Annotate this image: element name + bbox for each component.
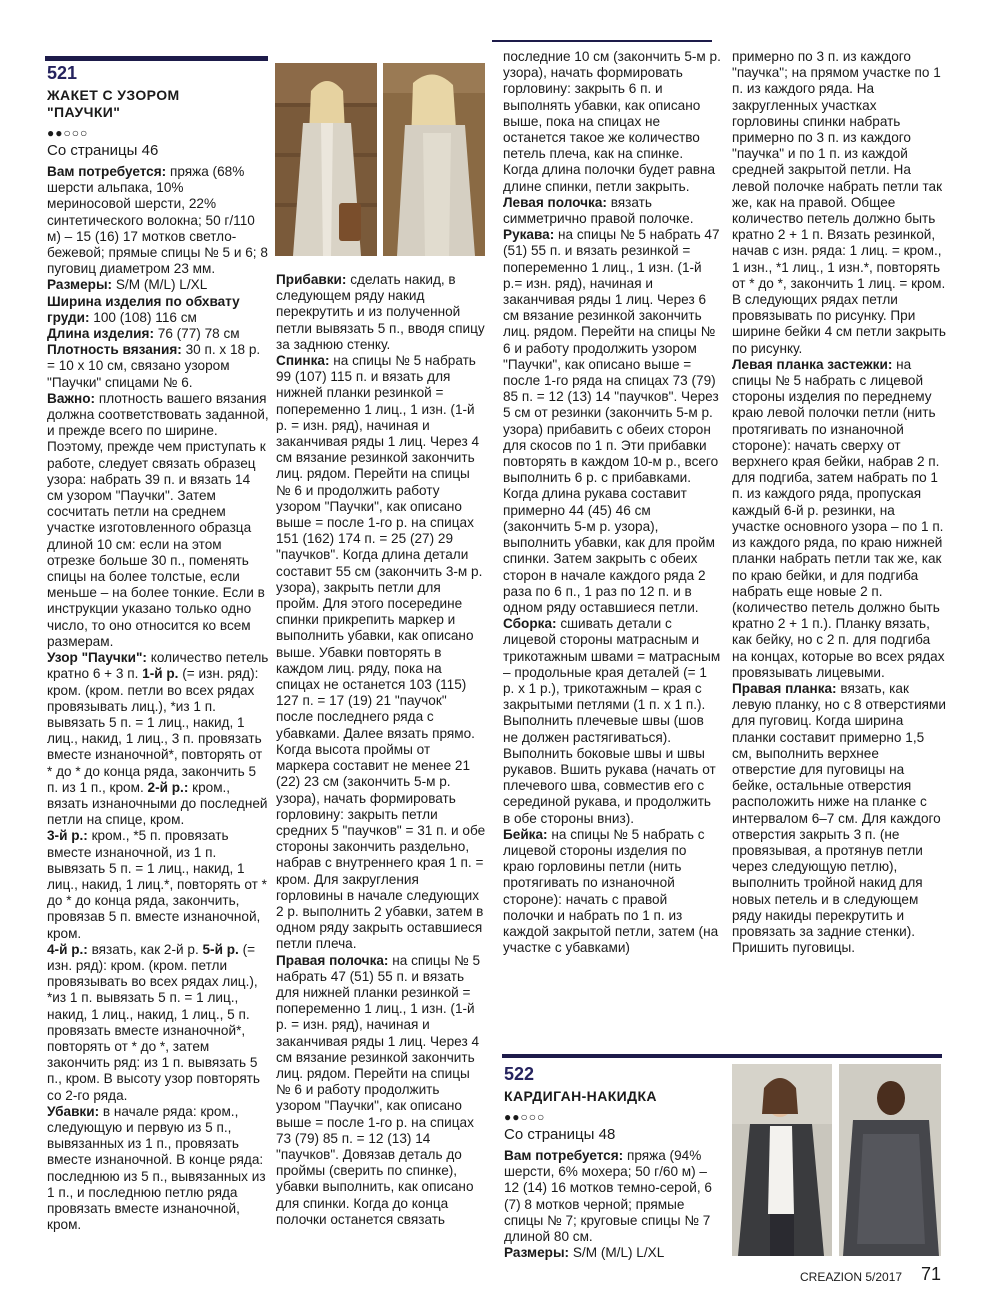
materials-522 [504, 1148, 722, 1261]
pattern-paragraph [47, 650, 269, 828]
pattern-title-522: КАРДИГАН-НАКИДКА [504, 1088, 657, 1104]
row5-text: (= изн. ряд): кром. (кром. петли провязывать во всех рядах лиц.), *из 1 п. вывязать 5 п. = 1 лиц., накид, 1 лиц., накид, 1 лиц., 5 п. провязать вместе изнаночной*, повторять от * до *, затем закончить ряд: из 1 п. вывязать 5 п., кром. В высоту узор повторять со 2-го ряда. [47, 941, 260, 1103]
back-text: на спицы № 5 набрать 99 (107) 115 п. и вязать для нижней планки резинкой = попеременно 1 лиц., 1 изн. (1-й р. = изн. ряд), начиная и заканчивая ряды 1 лиц. Через 4 см вязание резинкой закончить лиц. рядом. Перейти на спицы № 6 и продолжить работу узором "Паучки", как описано выше = после 1-го р. на спицах 151 (162) 174 п. = 25 (27) 29 "паучков". Когда длина детали составит 55 см (закончить 3-м р. узора), закрыть петли для пройм. Для этого посередине спинки прикрепить маркер и выполнить убавки, как описано выше. Убавки повторять в каждом лиц. ряду, пока на спицах не останется 103 (115) 127 п. = 17 (19) 21 "паучок" после последнего ряда с убавками. Далее вязать прямо. Когда высота проймы от маркера составит не менее 21 (22) 23 см (закончить 5-м р. узора), начать формировать горловину: закрыть петли средних 5 "паучков" = 31 п. и обе стороны закончить раздельно, набрав с внутреннего края 1 п. = кром. Для закругления горловины в начале следующих 2 р. выполнить 2 убавки, затем в одном ряду закрыть оставшиеся петли плеча. [276, 353, 486, 952]
materials-text: пряжа (68% шерсти альпака, 10% мериносовой шерсти, 22% синтетического волокна; 50 г/110 м) – 15 (16) 17 мотков светло-бежевой; прямые спицы № 5 и 6; 8 пуговиц диаметром 23 мм. [47, 164, 268, 277]
right-band-text: вязать, как левую планку, но с 8 отверстиями для пуговиц. Когда ширина планки составит примерно 1,5 см, выполнить верхнее отверстие для пуговицы на бейке, остальные отверстия расположить ниже на планке с интервалом 6–7 см. Для каждого отверстия закрыть 3 п. (не провязывая, а протянув петли через следующую петлю), выполнить тройной накид для новых петель и в следующем ряду накиды перекрутить и провязать за задние стенки). Пришить пуговицы. [732, 680, 946, 956]
materials-label-522: Вам потребуется: [504, 1148, 624, 1163]
sleeves-paragraph [503, 227, 721, 616]
pattern-number-521: 521 [47, 63, 78, 83]
from-page-522: Со страницы 48 [504, 1126, 616, 1143]
increases-text: сделать накид, в следующем ряду накид перекрутить и из полученной петли вывязать 5 п., вводя спицу за заднюю стенку. [276, 272, 485, 352]
chest-paragraph [47, 294, 269, 326]
sizes-text-522: S/M (M/L) L/XL [569, 1245, 665, 1261]
length-text: 76 (77) 78 см [153, 326, 240, 342]
gauge-paragraph [47, 342, 269, 391]
row3-label: 3-й р.: [47, 828, 88, 844]
sleeves-label: Рукава: [503, 227, 555, 243]
column-3 [503, 49, 721, 956]
difficulty-dots-522: ●●○○○ [504, 1110, 546, 1124]
photo-jacket-back [383, 63, 485, 256]
band-text: на спицы № 5 набрать с лицевой стороны изделия по краю горловины петли (нить протягивать по изнаночной стороне): начать с правой полочки и набрать по 1 п. из каждой закрытой петли, затем (на участке с убавками) [503, 826, 719, 956]
length-label: Длина изделия: [47, 326, 154, 342]
gauge-text: 30 п. х 18 р. = 10 х 10 см, связано узором "Паучки" спицами № 6. [47, 342, 261, 390]
column-4 [732, 49, 946, 956]
row5-label: 5-й р. [202, 941, 239, 957]
from-page-521: Со страницы 46 [47, 142, 159, 159]
neckline-continuation: последние 10 см (закончить 5-м р. узора), начать формировать горловину: закрыть 6 п. и выполнять убавки, как описано выше, пока на спицах не останется такое же количество петель плеча, как на спинке. Когда длина полочки будет равна длине спинки, петли закрыть. [503, 49, 721, 194]
assembly-paragraph [503, 616, 721, 827]
right-band-paragraph [732, 681, 946, 956]
materials-label: Вам потребуется: [47, 164, 167, 179]
chest-label: Ширина изделия по обхвату груди: [47, 293, 240, 325]
photo-jacket-front [275, 63, 377, 256]
sleeves-text: на спицы № 5 набрать 47 (51) 55 п. и вязать резинкой = попеременно 1 лиц., 1 изн. (1-й р.= изн. ряд), начиная и заканчивая ряды 1 лиц. Через 6 см вязание резинкой закончить лиц. рядом. Перейти на спицы № 6 и работу продолжить узором "Паучки", как описано выше = после 1-го ряда на спицах 73 (79) 85 п. = 12 (13) 14 "паучков". Через 5 см от резинки (закончить 5-м р. узора) прибавить с обеих сторон для скосов по 1 п. Эти прибавки повторять в каждом 10-м р., всего выполнить 6 р. с прибавками. Когда длина рукава составит примерно 44 (45) 46 см (закончить 5-м р. узора), выполнить убавки, как для пройм спинки. Затем закрыть с обеих сторон в начале каждого ряда 2 раза по 6 п., 1 раз по 12 п. и в одном ряду оставшиеся петли. [503, 227, 720, 615]
column-2 [276, 272, 486, 1228]
important-label: Важно: [47, 390, 96, 406]
assembly-label: Сборка: [503, 616, 557, 632]
row2-label: 2-й р.: [147, 779, 189, 795]
row3-paragraph [47, 828, 269, 941]
back-label: Спинка: [276, 353, 330, 369]
back-paragraph [276, 353, 486, 953]
decreases-paragraph [47, 1104, 269, 1234]
important-text: плотность вашего вязания должна соответствовать заданной, и прежде всего по ширине. Поэтому, прежде чем приступать к работе, следует связать образец узора: набрать 39 п. и вязать 14 см узором "Паучки". Затем сосчитать петли на среднем участке изготовленного образца длиной 10 см: если на этом отрезке больше 30 п., поменять спицы на более толстые, если меньше – на более тонкие. Если в инструкции указано только одно число, то оно относится ко всем размерам. [47, 390, 269, 649]
right-front-label: Правая полочка: [276, 952, 389, 968]
column-1 [47, 164, 269, 1233]
pattern-label: Узор "Паучки": [47, 650, 147, 666]
materials-paragraph-521 [47, 164, 269, 277]
left-band-label: Левая планка застежки: [732, 356, 893, 372]
row4-text: вязать, как 2-й р. [87, 941, 203, 957]
sizes-paragraph-521 [47, 277, 269, 293]
left-front-label: Левая полочка: [503, 194, 607, 210]
chest-text: 100 (108) 116 см [89, 309, 197, 325]
right-band-label: Правая планка: [732, 680, 837, 696]
pattern-text: количество петель кратно 6 + 3 п. [47, 650, 269, 682]
top-rule-col3 [492, 40, 712, 42]
row4-label: 4-й р.: [47, 941, 88, 957]
row1-label: 1-й р. [142, 666, 179, 682]
band-label: Бейка: [503, 826, 548, 842]
increases-paragraph [276, 272, 486, 353]
header-rule-522 [502, 1054, 942, 1058]
sizes-text: S/M (M/L) L/XL [112, 277, 208, 293]
right-front-paragraph [276, 953, 486, 1228]
row3-text: кром., *5 п. провязать вместе изнаночной, из 1 п. вывязать 5 п. = 1 лиц., накид, 1 лиц., накид, 1 лиц.*, повторять от * до * до конца ряда, закончить, провязав 5 п. вместе изнаночной, кром. [47, 828, 267, 941]
photo-cardigan-front [732, 1064, 832, 1256]
left-band-text: на спицы № 5 набрать с лицевой стороны изделия по переднему краю левой полочки петли (нить протягивать по изнаночной стороне): начать сверху от верхнего края бейки, набрав 2 п. для подгиба, затем набрать по 1 п. из каждого ряда, пропуская каждый 6-й р. резинки, на участке основного узора – по 1 п. из каждого ряда, по краю нижней планки набрать петли так же, как по краю бейки, и для подгиба набрать еще новые 2 п. (количество петель должно быть кратно 2 + 1 п.). Планку вязать, как бейку, но с 2 п. для подгиба на концах, которые во всех рядах провязывать лицевыми. [732, 356, 945, 680]
left-front-paragraph [503, 195, 721, 227]
materials-text-522: пряжа (94% шерсти, 6% мохера; 50 г/60 м) – 12 (14) 16 мотков темно-серой, 6 (7) 8 мотков черной; прямые спицы № 7; круговые спицы № 7 длиной 80 см. [504, 1148, 712, 1245]
pattern-number-522: 522 [504, 1064, 535, 1084]
right-front-text: на спицы № 5 набрать 47 (51) 55 п. и вязать для нижней планки резинкой = попеременно 1 лиц., 1 изн. (1-й р. = изн. ряд), начиная и заканчивая ряды 1 лиц. Через 4 см вязание резинкой закончить лиц. рядом. Перейти на спицы № 6 и работу продолжить узором "Паучки", как описано выше = после 1-го р. на спицах 73 (79) 85 п. = 12 (13) 14 "паучков". Довязав деталь до проймы (сверить по спинке), убавки выполнить, как описано для спинки. Когда до конца полочки останется связать [276, 952, 481, 1227]
decreases-label: Убавки: [47, 1103, 100, 1119]
left-band-paragraph [732, 357, 946, 681]
increases-label: Прибавки: [276, 272, 347, 287]
important-paragraph [47, 391, 269, 650]
assembly-text: сшивать детали с лицевой стороны матрасным и трикотажным швами = матрасным – продольные края деталей (= 1 р. х 1 р.), трикотажным – края с закрытыми петлями (1 п. х 1 п.). Выполнить плечевые швы (шов не должен растягиваться). Выполнить боковые швы и швы рукавов. Вшить рукава (начать от плечевого шва, совместив его с серединой рукава, и продолжить в обе стороны вниз). [503, 616, 721, 826]
row2-text: кром., вязать изнаночными до последней петли на спице, кром. [47, 779, 268, 828]
row1-text: (= изн. ряд): кром. (кром. петли во всех рядах провязывать лиц.), *из 1 п. вывязать 5 п. = 1 лиц., накид, 1 лиц., накид, 1 лиц., 3 п. провязать вместе изнаночной*, повторять от * до * до конца ряда, закончить 5 п. из 1 п., кром. [47, 666, 263, 795]
band-continuation: примерно по 3 п. из каждого "паучка"; на прямом участке по 1 п. из каждого ряда. На закругленных участках горловины спинки набрать примерно по 3 п. из каждого "паучка" и по 1 п. из каждой средней закрытой петли. На левой полочке набрать петли так же, как на правой. Общее количество петель должно быть кратно 2 + 1 п. Вязать резинкой, начав с изн. ряда: 1 лиц. = кром., 1 изн., *1 лиц., 1 изн.*, повторять от * до *, закончить 1 лиц. = кром. В следующих рядах петли провязывать по рисунку. При ширине бейки 4 см петли закрыть по рисунку. [732, 49, 946, 356]
band-paragraph [503, 827, 721, 957]
pattern-title-521: ЖАКЕТ С УЗОРОМ "ПАУЧКИ" [47, 87, 180, 120]
photo-cardigan-back [839, 1064, 941, 1256]
row4-paragraph [47, 942, 269, 1104]
sizes-paragraph-522 [504, 1245, 722, 1261]
length-paragraph [47, 326, 269, 342]
materials-paragraph-522 [504, 1148, 722, 1245]
left-front-text: вязать симметрично правой полочке. [503, 194, 694, 227]
header-rule-col1 [45, 56, 268, 61]
decreases-text: в начале ряда: кром., следующую и первую из 5 п., вывязанных из 1 п., провязать вместе изнаночной. В конце ряда: последнюю из 5 п., вывязанных из 1 п., и последнюю петлю ряда провязать вместе изнаночной, кром. [47, 1103, 266, 1233]
gauge-label: Плотность вязания: [47, 342, 182, 358]
difficulty-dots-521: ●●○○○ [47, 126, 89, 140]
magazine-issue: CREAZION 5/2017 [800, 1270, 903, 1284]
page-number: 71 [921, 1264, 942, 1284]
sizes-label: Размеры: [47, 277, 113, 293]
sizes-label-522: Размеры: [504, 1245, 570, 1261]
